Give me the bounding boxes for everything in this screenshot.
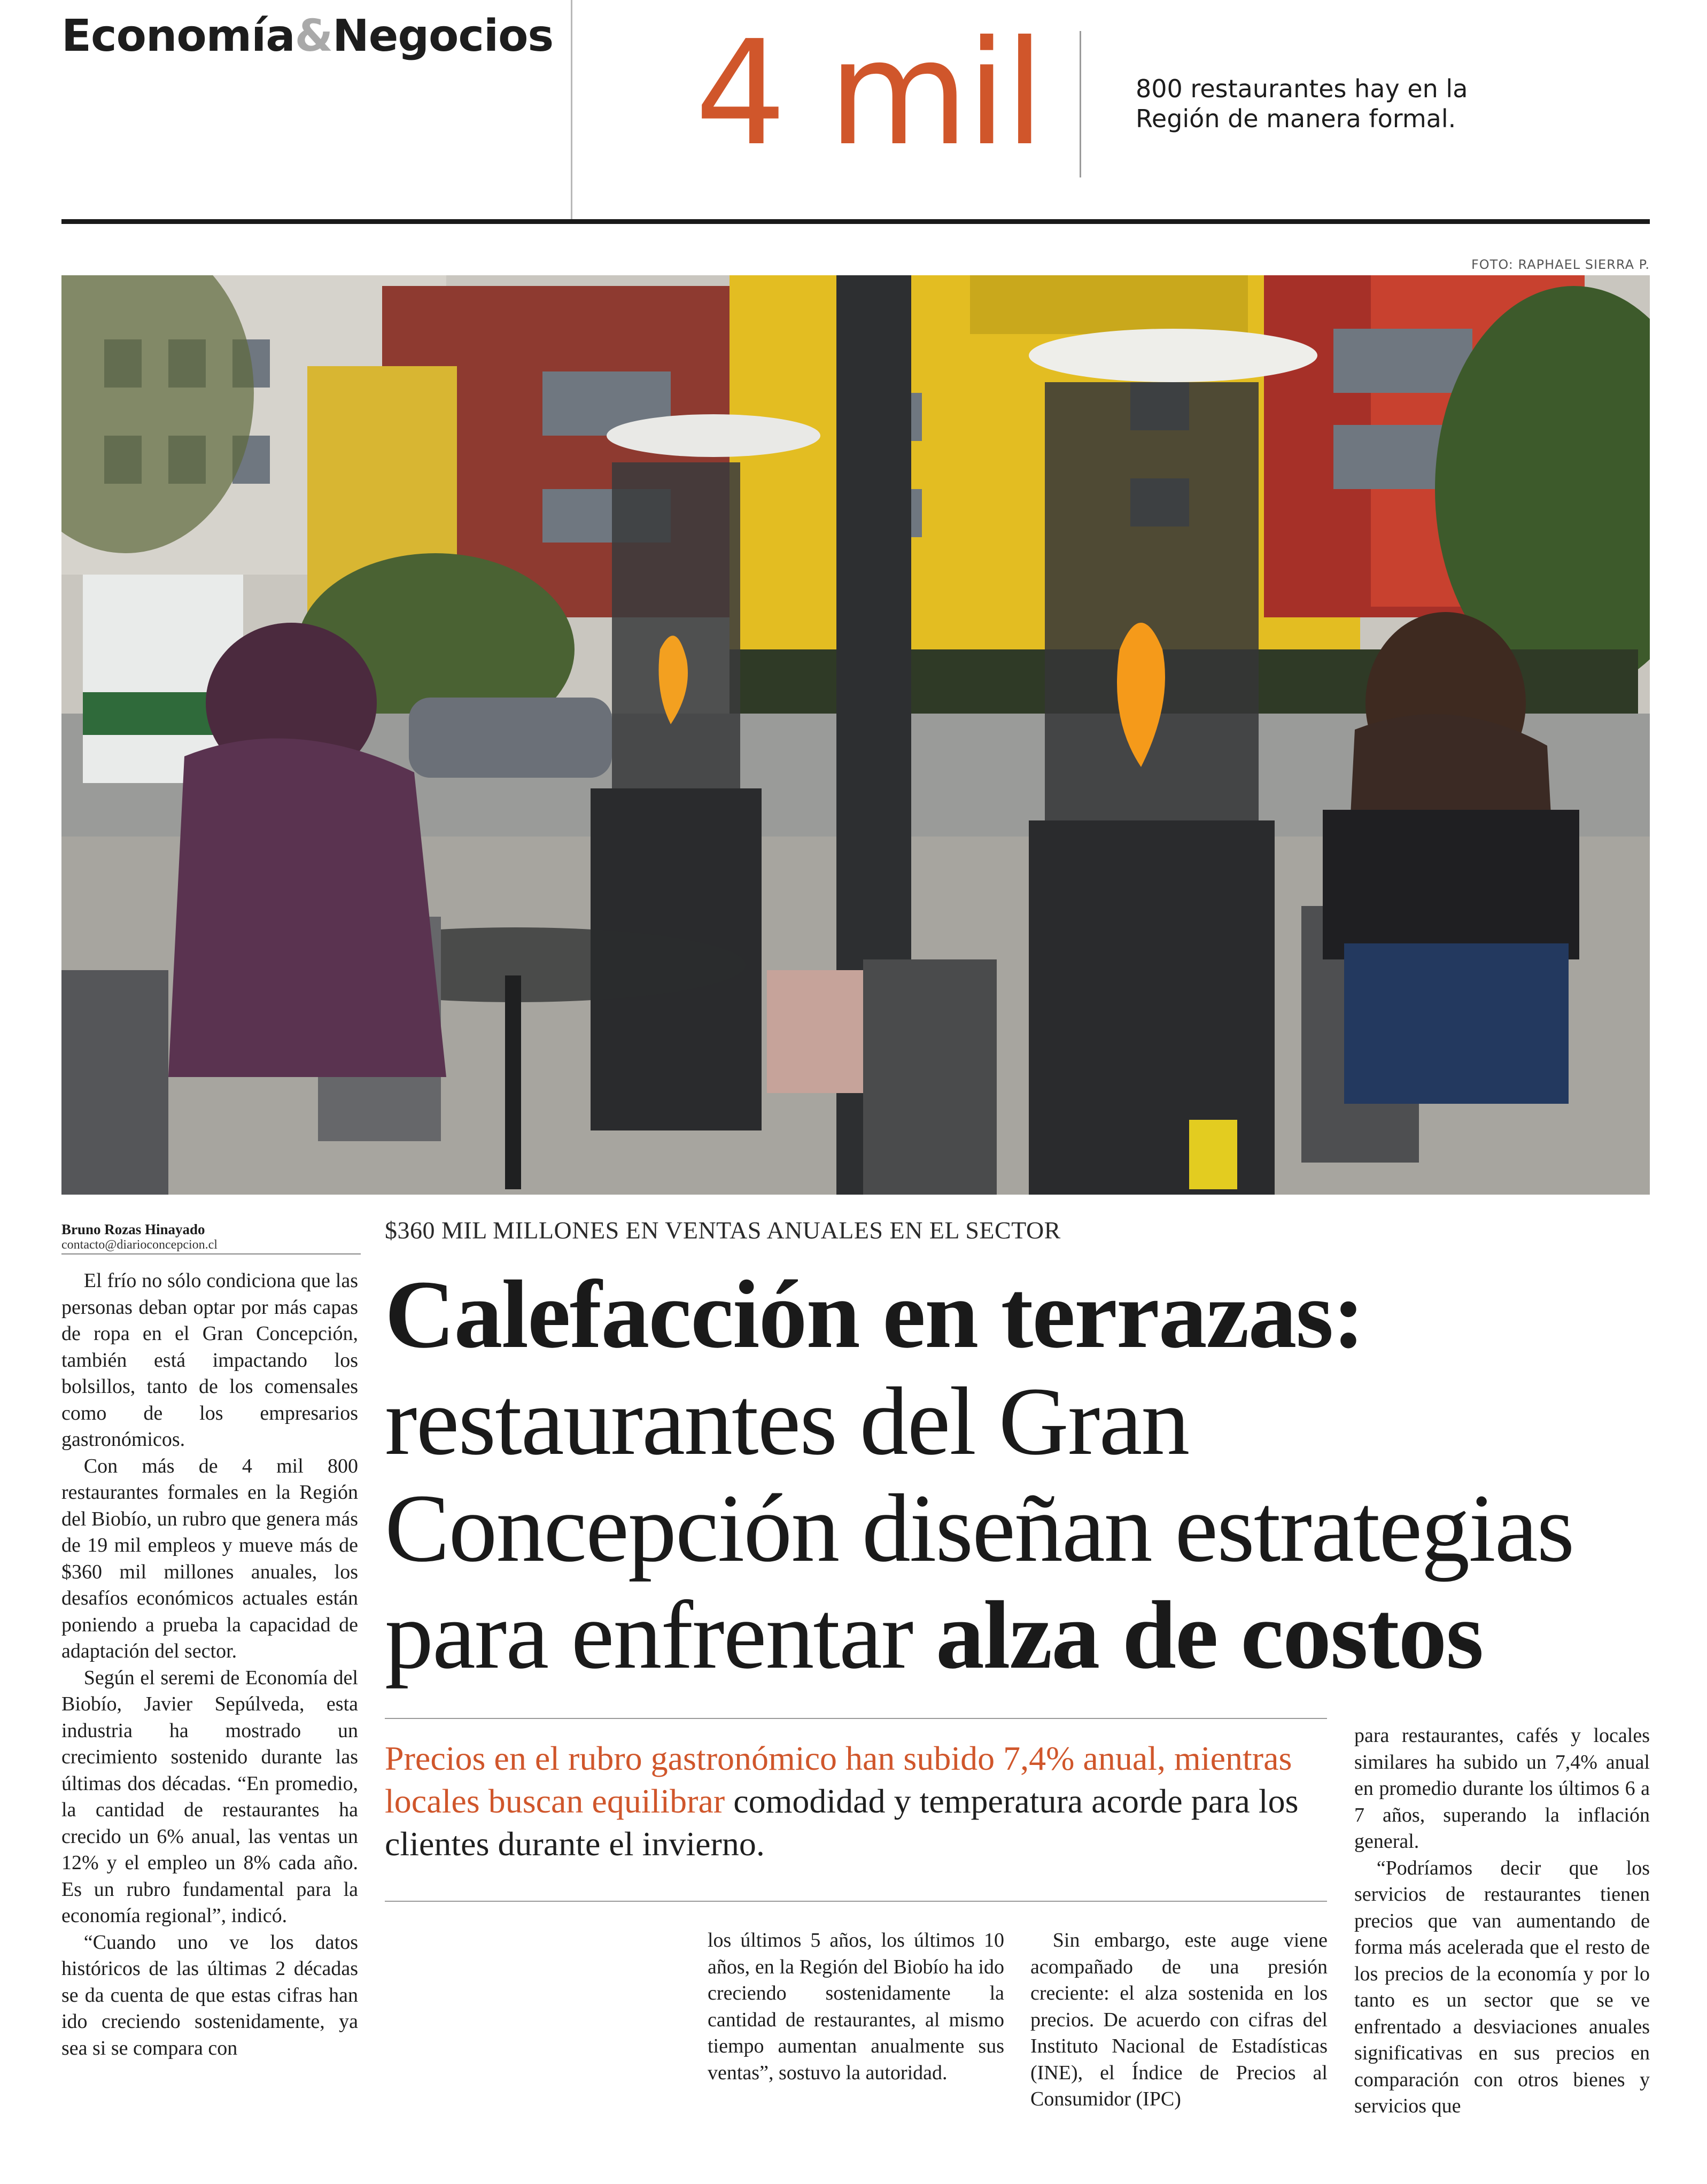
headline-bold: Calefacción en terrazas: — [385, 1261, 1364, 1368]
paragraph: para restaurantes, cafés y locales similares ha subido un 7,4% anual en promedio durante los últimos 6 a 7 años, superando la inflación general. — [1354, 1724, 1650, 1853]
byline-rule — [61, 1253, 361, 1254]
header-divider-right — [1080, 31, 1081, 177]
body-column-4 — [1354, 1723, 1650, 2120]
article-photo — [61, 275, 1650, 1195]
body-column-2 — [708, 1927, 1004, 2086]
subhead-rule-bottom — [385, 1901, 1327, 1902]
body-column-1 — [61, 1268, 358, 2062]
subhead-rest: comodidad y temperatura acorde para los clientes durante el invierno. — [385, 1782, 1299, 1863]
article-subhead — [385, 1737, 1331, 1865]
header-rule — [61, 219, 1650, 224]
article-headline — [385, 1261, 1657, 1689]
paragraph: El frío no sólo condiciona que las personas deban optar por más capas de ropa en el Gran Concepción, también está impactando los bolsillos, tanto de los comensales como de los empresarios gastronómicos. — [61, 1269, 358, 1451]
section-ampersand: & — [294, 11, 333, 61]
subhead-rule-top — [385, 1718, 1327, 1719]
section-title: Economía&Negocios — [61, 11, 554, 61]
author-name: Bruno Rozas Hinayado — [61, 1221, 205, 1237]
paragraph: Sin embargo, este auge viene acompañado de una presión creciente: el alza sostenida en los precios. De acuerdo con cifras del Instituto Nacional de Estadísticas (INE), el Índice de Precios al Consumidor (IPC) — [1030, 1929, 1328, 2110]
subhead-accent: Precios en el rubro gastronómico han subido 7,4% anual, mientras locales buscan equilibrar — [385, 1739, 1292, 1820]
author-email[interactable]: contacto@diarioconcepcion.cl — [61, 1238, 218, 1252]
headline-regular: restaurantes del Gran Concepción diseñan estrategias para enfrentar — [385, 1368, 1574, 1689]
header-divider-left — [571, 0, 572, 220]
paragraph: “Cuando uno ve los datos históricos de las últimas 2 décadas se da cuenta de que estas cifras han ido creciendo sostenidamente, ya sea si se compara con — [61, 1931, 358, 2059]
photo-credit: FOTO: RAPHAEL SIERRA P. — [1471, 257, 1650, 272]
headline-end-bold: alza de costos — [935, 1582, 1483, 1689]
paragraph: “Podríamos decir que los servicios de restaurantes tienen precios que van aumentando de forma más acelerada que el resto de los precios de la economía y por lo tanto es un sector que se ve enfrentado a desviaciones anuales significativas en sus precios en comparación con otros bienes y servicios que — [1354, 1856, 1650, 2117]
body-column-3 — [1030, 1927, 1328, 2113]
byline — [61, 1221, 361, 1252]
stat-caption: 800 restaurantes hay en la Región de manera formal. — [1136, 74, 1468, 133]
paragraph: Con más de 4 mil 800 restaurantes formales en la Región del Biobío, un rubro que genera más de 19 mil empleos y mueve más de $360 mil millones anuales, los desafíos económicos actuales están poniendo a prueba la capacidad de adaptación del sector. — [61, 1454, 358, 1662]
paragraph: Según el seremi de Economía del Biobío, Javier Sepúlveda, esta industria ha mostrado un crecimiento sostenido durante las últimas dos décadas. “En promedio, la cantidad de restaurantes ha crecido un 6% anual, las ventas un 12% y el empleo un 8% cada año. Es un rubro fundamental para la economía regional”, indicó. — [61, 1666, 358, 1927]
paragraph: los últimos 5 años, los últimos 10 años, en la Región del Biobío ha ido creciendo sostenidamente la cantidad de restaurantes, al mismo tiempo aumentan anualmente sus ventas”, sostuvo la autoridad. — [708, 1929, 1004, 2084]
article-kicker: $360 MIL MILLONES EN VENTAS ANUALES EN EL SECTOR — [385, 1217, 1061, 1244]
stat-value: 4 mil — [695, 9, 1043, 177]
